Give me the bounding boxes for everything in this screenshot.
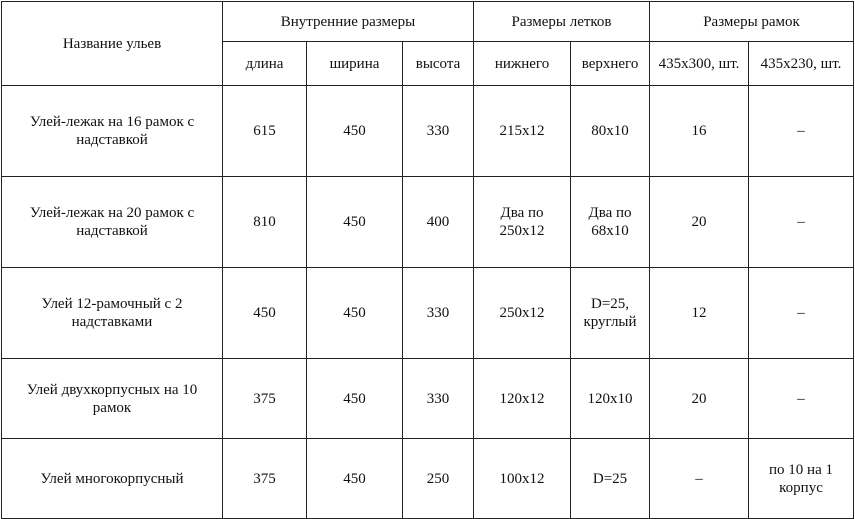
length-cell: 375 <box>223 359 307 439</box>
hive-name-cell: Улей 12-рамочный с 2 надставками <box>2 268 223 359</box>
table-header <box>2 2 854 86</box>
header-frames-435x300: 435x300, шт. <box>650 42 749 86</box>
width-cell: 450 <box>307 359 403 439</box>
table-row <box>2 268 854 359</box>
frames-435x300-cell: 12 <box>650 268 749 359</box>
height-cell: 330 <box>403 268 474 359</box>
table-row <box>2 439 854 519</box>
upper-entrance-cell: D=25 <box>571 439 650 519</box>
length-cell: 375 <box>223 439 307 519</box>
frames-435x230-cell: – <box>749 268 854 359</box>
frames-435x300-cell: 20 <box>650 177 749 268</box>
header-upper-entrance: верхнего <box>571 42 650 86</box>
header-entrance-sizes: Размеры летков <box>474 2 650 42</box>
lower-entrance-cell: 100x12 <box>474 439 571 519</box>
upper-entrance-cell: 120x10 <box>571 359 650 439</box>
frames-435x300-cell: – <box>650 439 749 519</box>
height-cell: 330 <box>403 359 474 439</box>
width-cell: 450 <box>307 177 403 268</box>
frames-435x230-cell: – <box>749 86 854 177</box>
lower-entrance-cell: 215x12 <box>474 86 571 177</box>
height-cell: 250 <box>403 439 474 519</box>
header-lower-entrance: нижнего <box>474 42 571 86</box>
header-length: длина <box>223 42 307 86</box>
header-hive-name: Название ульев <box>2 2 223 86</box>
frames-435x300-cell: 20 <box>650 359 749 439</box>
header-height: высота <box>403 42 474 86</box>
upper-entrance-cell: 80x10 <box>571 86 650 177</box>
hive-name-cell: Улей многокорпусный <box>2 439 223 519</box>
table-body <box>2 86 854 519</box>
upper-entrance-cell: D=25, круглый <box>571 268 650 359</box>
length-cell: 450 <box>223 268 307 359</box>
length-cell: 810 <box>223 177 307 268</box>
upper-entrance-cell: Два по 68x10 <box>571 177 650 268</box>
width-cell: 450 <box>307 268 403 359</box>
frames-435x300-cell: 16 <box>650 86 749 177</box>
hive-name-cell: Улей-лежак на 20 рамок с надставкой <box>2 177 223 268</box>
frames-435x230-cell: – <box>749 177 854 268</box>
width-cell: 450 <box>307 86 403 177</box>
lower-entrance-cell: 250x12 <box>474 268 571 359</box>
header-width: ширина <box>307 42 403 86</box>
hive-name-cell: Улей двухкорпусных на 10 рамок <box>2 359 223 439</box>
table-row <box>2 177 854 268</box>
header-inner-dimensions: Внутренние размеры <box>223 2 474 42</box>
hive-name-cell: Улей-лежак на 16 рамок с надставкой <box>2 86 223 177</box>
table-row <box>2 86 854 177</box>
length-cell: 615 <box>223 86 307 177</box>
height-cell: 400 <box>403 177 474 268</box>
width-cell: 450 <box>307 439 403 519</box>
header-frames-435x230: 435x230, шт. <box>749 42 854 86</box>
table-row <box>2 359 854 439</box>
lower-entrance-cell: Два по 250x12 <box>474 177 571 268</box>
height-cell: 330 <box>403 86 474 177</box>
frames-435x230-cell: по 10 на 1 корпус <box>749 439 854 519</box>
lower-entrance-cell: 120x12 <box>474 359 571 439</box>
header-frame-sizes: Размеры рамок <box>650 2 854 42</box>
frames-435x230-cell: – <box>749 359 854 439</box>
hive-dimensions-table <box>1 1 854 519</box>
